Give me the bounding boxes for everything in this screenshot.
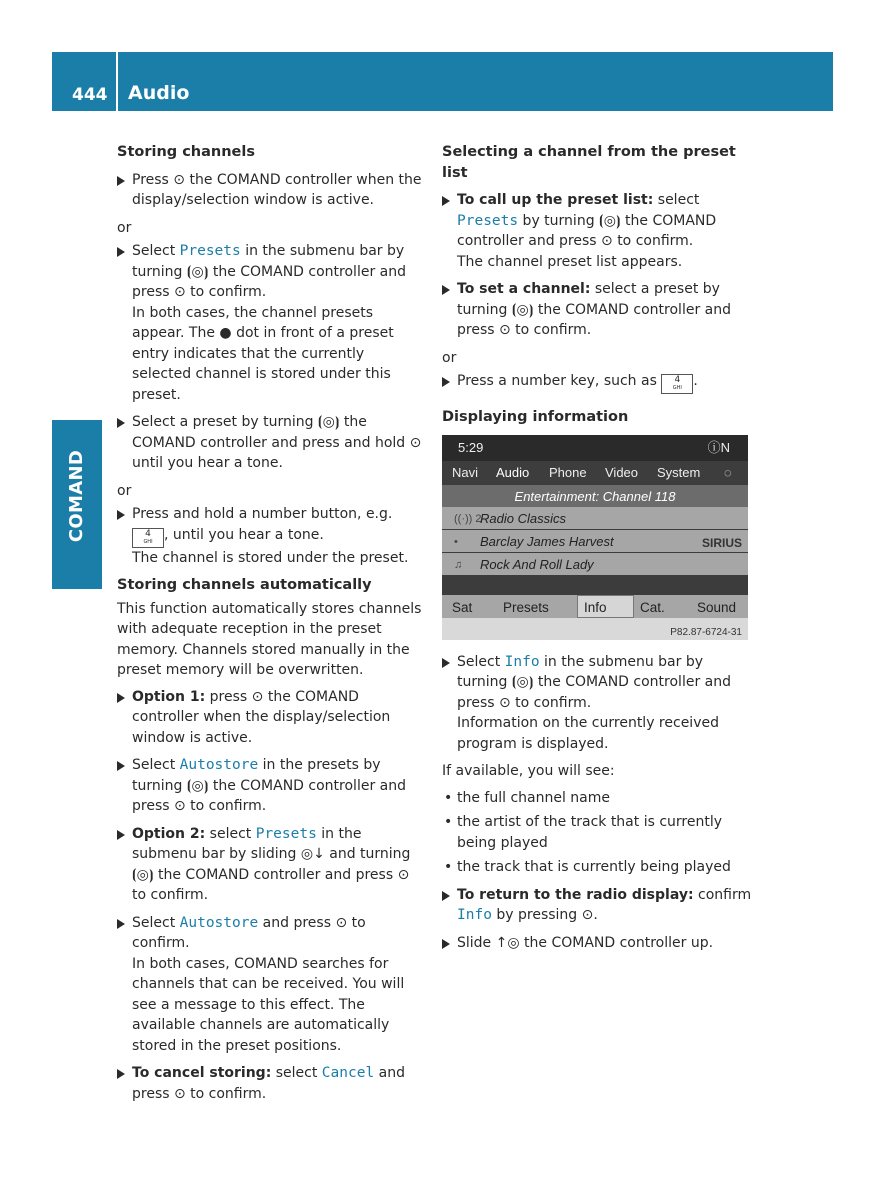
heading-displaying-information: Displaying information — [442, 409, 629, 425]
music-note-icon: ♫ — [454, 558, 463, 571]
submenu-info: Info — [584, 599, 607, 615]
instruction-return: To return to the radio display: confirm Info by pressing ⊙. — [442, 885, 752, 926]
keyword-presets: Presets — [457, 212, 519, 229]
instruction-press: Press ⊙ the COMAND controller when the display/selection window is active. — [117, 170, 427, 211]
right-column — [442, 142, 752, 960]
menu-phone: Phone — [549, 464, 587, 480]
display-time: 5:29 — [458, 439, 484, 455]
submenu-sat: Sat — [452, 599, 473, 615]
instruction-set-channel: To set a channel: select a preset by turning ⦗◎⦘ the COMAND controller and press ⊙ to confirm. — [442, 279, 752, 341]
page-header — [52, 52, 833, 111]
header-divider — [116, 52, 118, 111]
or-text: or — [442, 349, 457, 366]
triangle-bullet-icon — [442, 285, 450, 295]
submenu-presets: Presets — [503, 599, 549, 615]
instruction-select-autostore: Select Autostore in the presets by turning ⦗◎⦘ the COMAND controller and press ⊙ to confirm. — [117, 755, 427, 817]
side-tab — [52, 420, 102, 589]
instruction-number-key: Press a number key, such as 4 GHI . — [442, 371, 752, 394]
number-key-4-icon: 4 GHI — [132, 528, 164, 548]
side-tab-label: COMAND — [65, 449, 87, 543]
instruction-select-autostore-confirm: Select Autostore and press ⊙ to confirm. In both cases, COMAND searches for channels that can be received. You will see a message to this effect. The available channels are automatically stored in the preset positions. — [117, 913, 427, 1057]
triangle-bullet-icon — [442, 196, 450, 206]
instruction-number-button: Press and hold a number button, e.g. 4 GHI , until you hear a tone. The channel is stored under the preset. — [117, 504, 427, 568]
display-main-menu — [442, 461, 748, 483]
instruction-select-presets: Select Presets in the submenu bar by turning ⦗◎⦘ the COMAND controller and press ⊙ to confirm. In both cases, the channel presets appear. The ● dot in front of a preset entry indicates that the currently selected channel is stored under this preset. — [117, 241, 427, 405]
triangle-bullet-icon — [442, 891, 450, 901]
triangle-bullet-icon — [442, 658, 450, 668]
menu-system: System — [657, 464, 701, 480]
keyword-cancel: Cancel — [321, 1065, 375, 1081]
display-status-bar — [442, 435, 748, 461]
keyword-info: Info — [457, 907, 492, 923]
keyword-autostore: Autostore — [179, 757, 259, 773]
display-submenu-bar — [442, 595, 748, 618]
display-row-track: ♫ Rock And Roll Lady — [442, 553, 748, 575]
artist-icon: • — [454, 535, 458, 548]
or-text: or — [117, 219, 132, 236]
left-column — [117, 142, 427, 1111]
triangle-bullet-icon — [117, 418, 125, 428]
globe-icon: ◌ — [724, 464, 732, 480]
radio-icon: ((·)) 2 — [454, 512, 482, 525]
list-item: • the full channel name — [444, 789, 611, 806]
triangle-bullet-icon — [442, 377, 450, 387]
display-row-station: ((·)) 2 Radio Classics — [442, 507, 748, 529]
page-number: 444 — [72, 85, 108, 105]
list-item: • the track that is currently being played — [444, 859, 731, 875]
instruction-slide-up: Slide ↑◎ the COMAND controller up. — [442, 933, 752, 954]
instruction-select-preset: Select a preset by turning ⦗◎⦘ the COMAND controller and press and hold ⊙ until you hear a tone. — [117, 412, 427, 474]
heading-storing-channels: Storing channels — [117, 144, 255, 160]
triangle-bullet-icon — [117, 761, 125, 771]
if-available-text: If available, you will see: — [442, 763, 615, 779]
triangle-bullet-icon — [117, 247, 125, 257]
instruction-call-preset-list: To call up the preset list: select Presets by turning ⦗◎⦘ the COMAND controller and press ⊙ to confirm. The channel preset list appears. — [442, 190, 752, 272]
keyword-autostore: Autostore — [179, 914, 259, 931]
signal-icon: ⓘN — [707, 439, 730, 455]
menu-audio: Audio — [496, 464, 530, 480]
submenu-cat: Cat. — [640, 599, 665, 615]
figure-code: P82.87-6724-31 — [442, 618, 748, 640]
triangle-bullet-icon — [442, 939, 450, 949]
submenu-sound: Sound — [697, 599, 737, 615]
display-row-artist: • Barclay James Harvest SIRIUS — [442, 530, 748, 552]
menu-navi: Navi — [452, 464, 479, 480]
heading-storing-automatically: Storing channels automatically — [117, 577, 372, 593]
list-item: • the artist of the track that is currently being played — [444, 814, 723, 851]
keyword-info: Info — [504, 653, 540, 670]
triangle-bullet-icon — [117, 919, 125, 929]
auto-intro: This function automatically stores channels with adequate reception in the preset memory. Channels stored manually in the preset memory will be overwritten. — [117, 600, 422, 678]
sirius-logo: SIRIUS — [701, 535, 742, 550]
triangle-bullet-icon — [117, 830, 125, 840]
instruction-option1: Option 1: press ⊙ the COMAND controller when the display/selection window is active. — [117, 687, 427, 749]
keyword-presets: Presets — [255, 825, 317, 842]
triangle-bullet-icon — [117, 693, 125, 703]
menu-video: Video — [605, 464, 639, 480]
keyword-presets: Presets — [179, 243, 241, 259]
instruction-cancel: To cancel storing: select Cancel and press ⊙ to confirm. — [117, 1063, 427, 1104]
section-title: Audio — [128, 82, 190, 104]
triangle-bullet-icon — [117, 1069, 125, 1079]
display-title-row: Entertainment: Channel 118 — [442, 485, 748, 507]
number-key-4-icon: 4 GHI — [661, 374, 693, 394]
heading-selecting-channel: Selecting a channel from the preset list — [442, 144, 736, 181]
instruction-option2: Option 2: select Presets in the submenu bar by sliding ◎↓ and turning ⦗◎⦘ the COMAND controller and press ⊙ to confirm. — [117, 824, 427, 906]
triangle-bullet-icon — [117, 510, 125, 520]
comand-display-screenshot — [442, 435, 748, 640]
triangle-bullet-icon — [117, 176, 125, 186]
or-text: or — [117, 482, 132, 499]
instruction-select-info: Select Info in the submenu bar by turning ⦗◎⦘ the COMAND controller and press ⊙ to confirm. Information on the currently received program is displayed. — [442, 652, 752, 755]
